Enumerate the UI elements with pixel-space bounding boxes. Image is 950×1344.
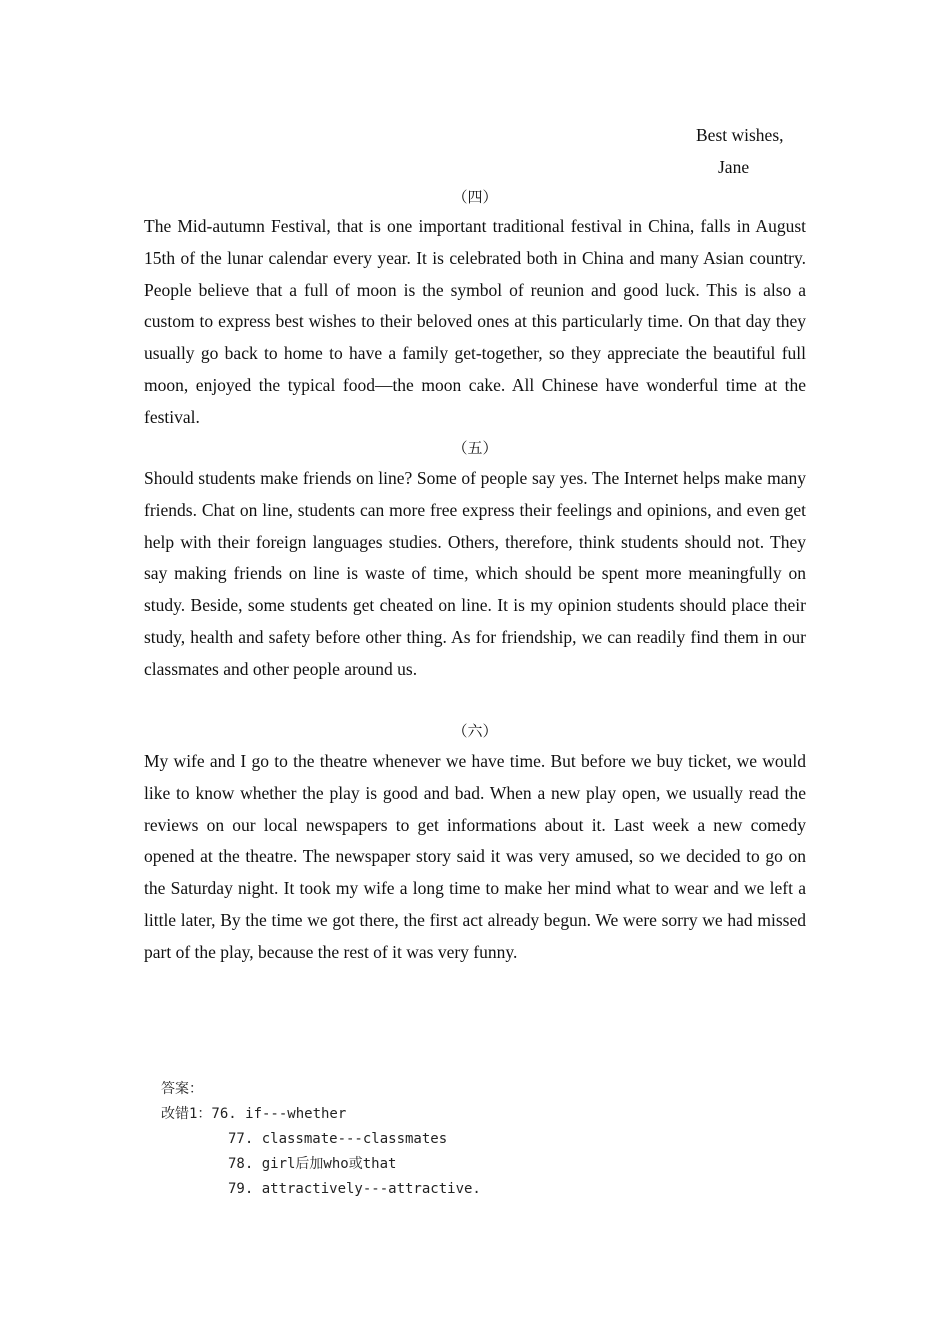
answer-line: 改错1：76. if---whether — [161, 1106, 347, 1122]
answer-line: 77. classmate---classmates — [228, 1131, 448, 1147]
section-paragraph-5: Should students make friends on line? Some of people say yes. The Internet helps make many friends. Chat on line, students can more free express their feelings and opinions, and even get help with their foreign languages studies. Others, therefore, think students should not. They say making friends on line is waste of time, which should be spent more meaningfully on study. Beside, some students get cheated on line. It is my opinion students should place their study, health and safety before other thing. As for friendship, we can readily find them in our classmates and other people around us. — [144, 468, 806, 679]
section-paragraph-6: My wife and I go to the theatre whenever we have time. But before we buy ticket, we would like to know whether the play is good and bad. When a new play open, we usually read the reviews on our local newspapers to get informations about it. Last week a new comedy opened at the theatre. The newspaper story said it was very amused, so we decided to go on the Saturday night. It took my wife a long time to make her mind what to wear and we left a little later, By the time we got there, the first act already begun. We were sorry we had missed part of the play, because the rest of it was very funny. — [144, 751, 806, 962]
section-heading-5: （五） — [452, 439, 498, 457]
section-heading-6: （六） — [452, 722, 498, 740]
answer-line: 78. girl后加who或that — [228, 1156, 397, 1172]
letter-signature: Jane — [718, 157, 750, 177]
section-paragraph-4: The Mid-autumn Festival, that is one important traditional festival in China, falls in August 15th of the lunar calendar every year. It is celebrated both in China and many Asian country. People believe that a full of moon is the symbol of reunion and good luck. This is also a custom to express best wishes to their beloved ones at this particularly time. On that day they usually go back to home to have a family get-together, so they appreciate the beautiful full moon, enjoyed the typical food—the moon cake. All Chinese have wonderful time at the festival. — [144, 216, 806, 427]
answer-line: 79. attractively---attractive. — [228, 1181, 481, 1197]
section-heading-4: （四） — [452, 188, 498, 206]
letter-closing: Best wishes, — [696, 125, 784, 145]
answer-key-title: 答案： — [161, 1081, 203, 1097]
answer-key — [161, 1077, 801, 1202]
